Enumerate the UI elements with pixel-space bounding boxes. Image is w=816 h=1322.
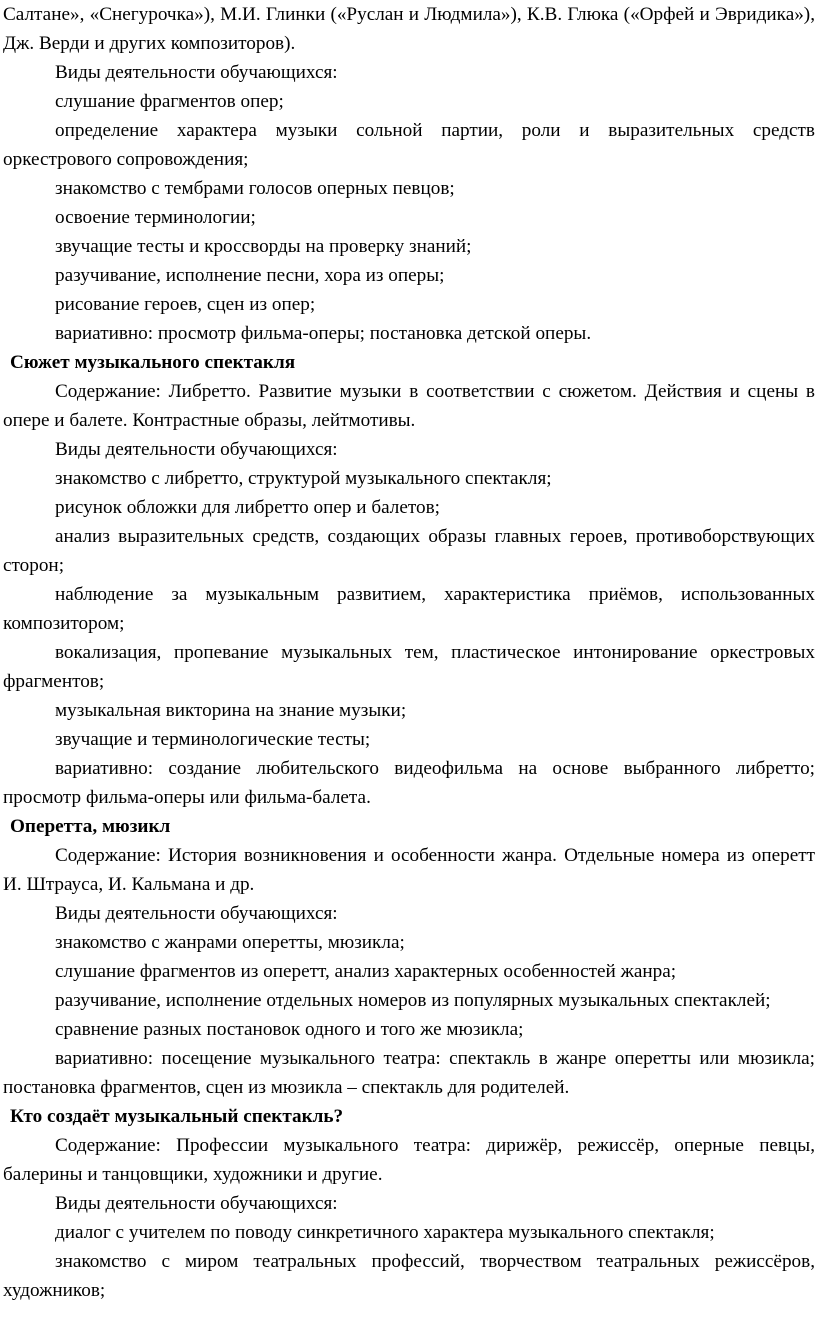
list-item: вариативно: просмотр фильма-оперы; постановка детской оперы. xyxy=(55,323,592,344)
list-item: вокализация, пропевание музыкальных тем, пластическое интонирование оркестровых фрагментов; xyxy=(3,642,815,692)
list-item: вариативно: создание любительского видеофильма на основе выбранного либретто; просмотр фильма-оперы или фильма-балета. xyxy=(3,758,815,808)
list-item: знакомство с либретто, структурой музыкального спектакля; xyxy=(55,468,552,489)
paragraph: Содержание: Профессии музыкального театра: дирижёр, режиссёр, оперные певцы, балерины и танцовщики, художники и другие. xyxy=(3,1135,815,1185)
list-item: анализ выразительных средств, создающих образы главных героев, противоборствующих сторон; xyxy=(3,526,815,576)
list-item: рисунок обложки для либретто опер и балетов; xyxy=(55,497,440,518)
paragraph: Салтане», «Снегурочка»), М.И. Глинки («Руслан и Людмила»), К.В. Глюка («Орфей и Эвридика»), Дж. Верди и других композиторов). xyxy=(3,4,815,54)
list-item: звучащие и терминологические тесты; xyxy=(55,729,371,750)
paragraph: Виды деятельности обучающихся: xyxy=(55,62,338,83)
list-item: знакомство с тембрами голосов оперных певцов; xyxy=(55,178,455,199)
list-item: разучивание, исполнение песни, хора из оперы; xyxy=(55,265,445,286)
list-item: разучивание, исполнение отдельных номеров из популярных музыкальных спектаклей; xyxy=(55,990,771,1011)
list-item: музыкальная викторина на знание музыки; xyxy=(55,700,407,721)
list-item: определение характера музыки сольной партии, роли и выразительных средств оркестрового сопровождения; xyxy=(3,120,815,170)
section-heading: Сюжет музыкального спектакля xyxy=(10,352,296,373)
list-item: слушание фрагментов из оперетт, анализ характерных особенностей жанра; xyxy=(55,961,677,982)
list-item: звучащие тесты и кроссворды на проверку знаний; xyxy=(55,236,472,257)
list-item: знакомство с жанрами оперетты, мюзикла; xyxy=(55,932,405,953)
list-item: наблюдение за музыкальным развитием, характеристика приёмов, использованных композитором; xyxy=(3,584,815,634)
paragraph: Виды деятельности обучающихся: xyxy=(55,903,338,924)
section-heading: Кто создаёт музыкальный спектакль? xyxy=(10,1106,344,1127)
paragraph: Виды деятельности обучающихся: xyxy=(55,439,338,460)
paragraph: Содержание: Либретто. Развитие музыки в соответствии с сюжетом. Действия и сцены в опере и балете. Контрастные образы, лейтмотивы. xyxy=(3,381,815,431)
list-item: рисование героев, сцен из опер; xyxy=(55,294,316,315)
section-heading: Оперетта, мюзикл xyxy=(10,816,171,837)
list-item: сравнение разных постановок одного и того же мюзикла; xyxy=(55,1019,524,1040)
list-item: диалог с учителем по поводу синкретичного характера музыкального спектакля; xyxy=(55,1222,715,1243)
list-item: освоение терминологии; xyxy=(55,207,256,228)
list-item: знакомство с миром театральных профессий, творчеством театральных режиссёров, художников; xyxy=(3,1251,815,1301)
list-item: вариативно: посещение музыкального театра: спектакль в жанре оперетты или мюзикла; постановка фрагментов, сцен из мюзикла – спектакль для родителей. xyxy=(3,1048,815,1098)
paragraph: Содержание: История возникновения и особенности жанра. Отдельные номера из оперетт И. Штрауса, И. Кальмана и др. xyxy=(3,845,815,895)
paragraph: Виды деятельности обучающихся: xyxy=(55,1193,338,1214)
list-item: слушание фрагментов опер; xyxy=(55,91,284,112)
